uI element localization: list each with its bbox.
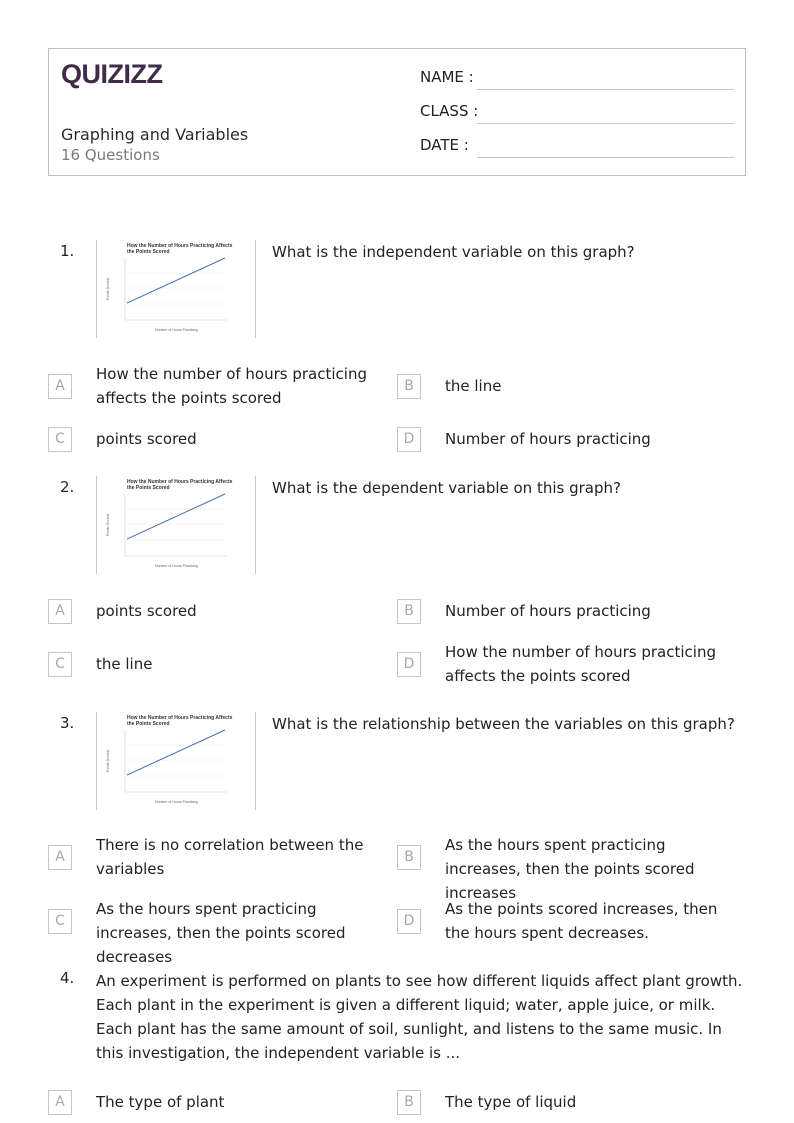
option-letter[interactable]: D [397,652,421,677]
trend-line [127,494,225,539]
option-letter[interactable]: A [48,1090,72,1115]
class-line[interactable] [477,123,734,124]
option-letter[interactable]: C [48,427,72,452]
trend-line [127,258,225,303]
option-text: As the points scored increases, then the hours spent decreases. [445,900,718,942]
graph-ylabel: Points Scored [106,750,110,772]
option-letter[interactable]: B [397,374,421,399]
option-letter[interactable]: D [397,909,421,934]
date-line[interactable] [477,157,734,158]
worksheet-title: Graphing and Variables [61,125,249,144]
option-text: points scored [96,602,197,620]
option-letter[interactable]: C [48,652,72,677]
graph-title-line1: How the Number of Hours Practicing Affects [127,243,233,249]
graph-ylabel: Points Scored [106,514,110,536]
option-letter[interactable]: A [48,374,72,399]
question-graph-image [96,476,256,574]
graph-title-line2: the Points Scored [127,249,170,255]
option-text: Number of hours practicing [445,602,651,620]
option-letter[interactable]: D [397,427,421,452]
question-text: An experiment is performed on plants to see how different liquids affect plant growth. Each plant in the experiment is given a different liquid; water, apple juice, or milk. Each plant has the same amount of soil, sunlight, and listens to the same music. In this investigation, the independent variable is ... [96,972,743,1062]
graph-xlabel: Number of Hours Practicing [155,328,198,332]
graph-title-line2: the Points Scored [127,485,170,491]
date-label: DATE : [420,136,469,154]
question-number: 3. [60,714,75,732]
option-text: There is no correlation between the variables [96,836,364,878]
date-field[interactable] [420,136,734,158]
worksheet-header [48,48,746,176]
option-text: As the hours spent practicing increases, then the points scored decreases [96,900,346,966]
question-number: 4. [60,969,75,987]
question-text: What is the dependent variable on this graph? [272,479,621,497]
question-count: 16 Questions [61,146,160,164]
question-graph-image [96,712,256,810]
question-number: 1. [60,242,75,260]
question-text: What is the relationship between the variables on this graph? [272,715,735,733]
option-text: the line [96,655,153,673]
graph-title-line2: the Points Scored [127,721,170,727]
option-text: The type of plant [96,1093,225,1111]
option-letter[interactable]: B [397,1090,421,1115]
option-text: The type of liquid [445,1093,577,1111]
option-letter[interactable]: C [48,909,72,934]
option-text: Number of hours practicing [445,430,651,448]
graph-xlabel: Number of Hours Practicing [155,564,198,568]
graph-title-line1: How the Number of Hours Practicing Affects [127,479,233,485]
option-text: How the number of hours practicing affects the points scored [445,643,716,685]
graph-xlabel: Number of Hours Practicing [155,800,198,804]
class-field[interactable] [420,102,734,124]
option-text: points scored [96,430,197,448]
question-text: What is the independent variable on this graph? [272,243,635,261]
option-text: How the number of hours practicing affects the points scored [96,365,367,407]
name-line[interactable] [477,89,734,90]
option-letter[interactable]: B [397,845,421,870]
class-label: CLASS : [420,102,479,120]
question-graph-image [96,240,256,338]
name-label: NAME : [420,68,474,86]
option-text: the line [445,377,502,395]
option-letter[interactable]: A [48,599,72,624]
question-number: 2. [60,478,75,496]
graph-ylabel: Points Scored [106,278,110,300]
name-field[interactable] [420,68,734,90]
trend-line [127,730,225,775]
option-letter[interactable]: B [397,599,421,624]
option-letter[interactable]: A [48,845,72,870]
quizizz-logo: QUIZIZZ [61,59,163,89]
graph-title-line1: How the Number of Hours Practicing Affects [127,715,233,721]
option-text: As the hours spent practicing increases, then the points scored increases [445,836,695,902]
